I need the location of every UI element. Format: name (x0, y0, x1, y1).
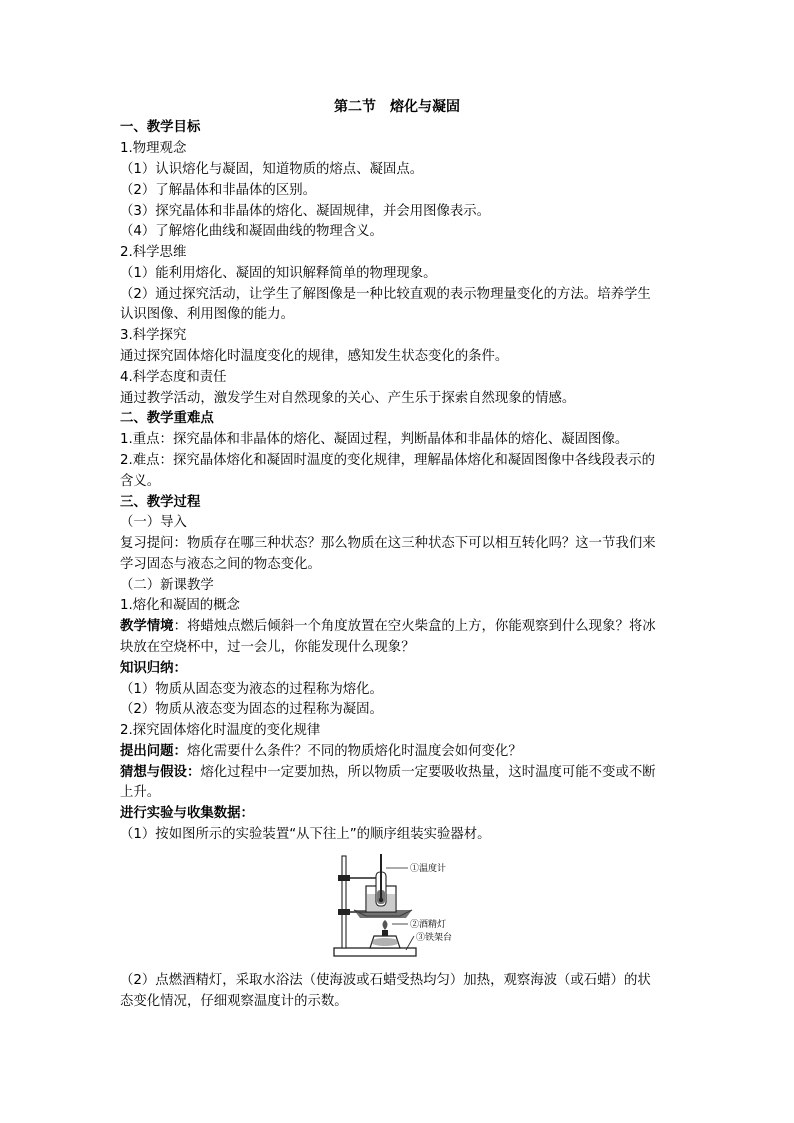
teaching-context-text: ：将蜡烛点燃后倾斜一个角度放置在空火柴盒的上方，你能观察到什么现象？将冰 (173, 619, 656, 634)
section-heading-process: 三、教学过程 (120, 495, 201, 510)
list-item: （4）了解熔化曲线和凝固曲线的物理含义。 (120, 224, 383, 239)
hypothesis-label: 猜想与假设： (120, 765, 201, 780)
list-item: （1）按如图所示的实验装置“从下往上”的顺序组装实验器材。 (120, 827, 491, 842)
subheading-concept: 1.熔化和凝固的概念 (120, 598, 240, 613)
paragraph-continuation: 含义。 (120, 474, 161, 489)
subheading-intro: （一）导入 (120, 515, 187, 530)
list-item: （1）物质从固态变为液态的过程称为熔化。 (120, 682, 383, 697)
subheading-explore: 2.探究固体熔化时温度的变化规律 (120, 723, 321, 738)
page-title: 第二节 熔化与凝固 (334, 99, 460, 115)
experiment-apparatus-figure (330, 850, 480, 965)
hypothesis-text: 熔化过程中一定要加热，所以物质一定要吸收热量，这时温度可能不变或不断 (200, 765, 656, 780)
list-item: （2）点燃酒精灯，采取水浴法（使海波或石蜡受热均匀）加热，观察海波（或石蜡）的状 (120, 973, 651, 988)
paragraph: 1.重点：探究晶体和非晶体的熔化、凝固过程，判断晶体和非晶体的熔化、凝固图像。 (120, 432, 629, 447)
list-item: （2）通过探究活动，让学生了解图像是一种比较直观的表示物理量变化的方法。培养学生 (120, 287, 651, 302)
question-text: 熔化需要什么条件？不同的物质熔化时温度会如何变化？ (186, 744, 522, 759)
list-item: （3）探究晶体和非晶体的熔化、凝固规律，并会用图像表示。 (120, 204, 491, 219)
paragraph-continuation: 学习固态与液态之间的物态变化。 (120, 557, 321, 572)
paragraph: 通过教学活动，激发学生对自然现象的关心、产生乐于探索自然现象的情感。 (120, 391, 576, 406)
subheading-physics-concept: 1.物理观念 (120, 141, 187, 156)
figure-label-alcohol-lamp: ②酒精灯 (410, 920, 447, 930)
paragraph: 通过探究固体熔化时温度变化的规律，感知发生状态变化的条件。 (120, 349, 509, 364)
paragraph: 复习提问：物质存在哪三种状态？那么物质在这三种状态下可以相互转化吗？这一节我们来 (120, 536, 656, 551)
paragraph (120, 743, 682, 761)
flame (383, 920, 388, 930)
subheading-new-lesson: （二）新课教学 (120, 578, 214, 593)
paragraph (120, 764, 682, 782)
list-item: （2）了解晶体和非晶体的区别。 (120, 183, 316, 198)
summary-label: 知识归纳： (120, 661, 187, 676)
paragraph-continuation: 块放在空烧杯中，过一会儿，你能发现什么现象？ (120, 640, 415, 655)
question-label: 提出问题： (120, 744, 187, 759)
paragraph: 2.难点：探究晶体熔化和凝固时温度的变化规律，理解晶体熔化和凝固图像中各线段表示的 (120, 453, 656, 468)
figure-label-thermometer: ①温度计 (410, 864, 447, 874)
subheading-scientific-inquiry: 3.科学探究 (120, 328, 187, 343)
paragraph (120, 618, 682, 636)
experiment-label: 进行实验与收集数据： (120, 806, 254, 821)
list-item-continuation: 认识图像、利用图像的能力。 (120, 307, 295, 322)
clamp-knob (338, 875, 350, 881)
subheading-scientific-thinking: 2.科学思维 (120, 245, 187, 260)
list-item: （1）认识熔化与凝固，知道物质的熔点、凝固点。 (120, 162, 424, 177)
stand-rod (342, 856, 346, 948)
figure-label-iron-stand: ③铁架台 (416, 933, 453, 943)
section-heading-objectives: 一、教学目标 (120, 120, 201, 135)
list-item: （1）能利用熔化、凝固的知识解释简单的物理现象。 (120, 266, 437, 281)
subheading-attitude: 4.科学态度和责任 (120, 370, 227, 385)
teaching-context-label: 教学情境 (120, 619, 174, 634)
paragraph-continuation: 上升。 (120, 785, 161, 800)
list-item: （2）物质从液态变为固态的过程称为凝固。 (120, 702, 383, 717)
list-item-continuation: 态变化情况，仔细观察温度计的示数。 (120, 994, 348, 1009)
stand-base (334, 948, 416, 956)
section-heading-key-points: 二、教学重难点 (120, 411, 214, 426)
